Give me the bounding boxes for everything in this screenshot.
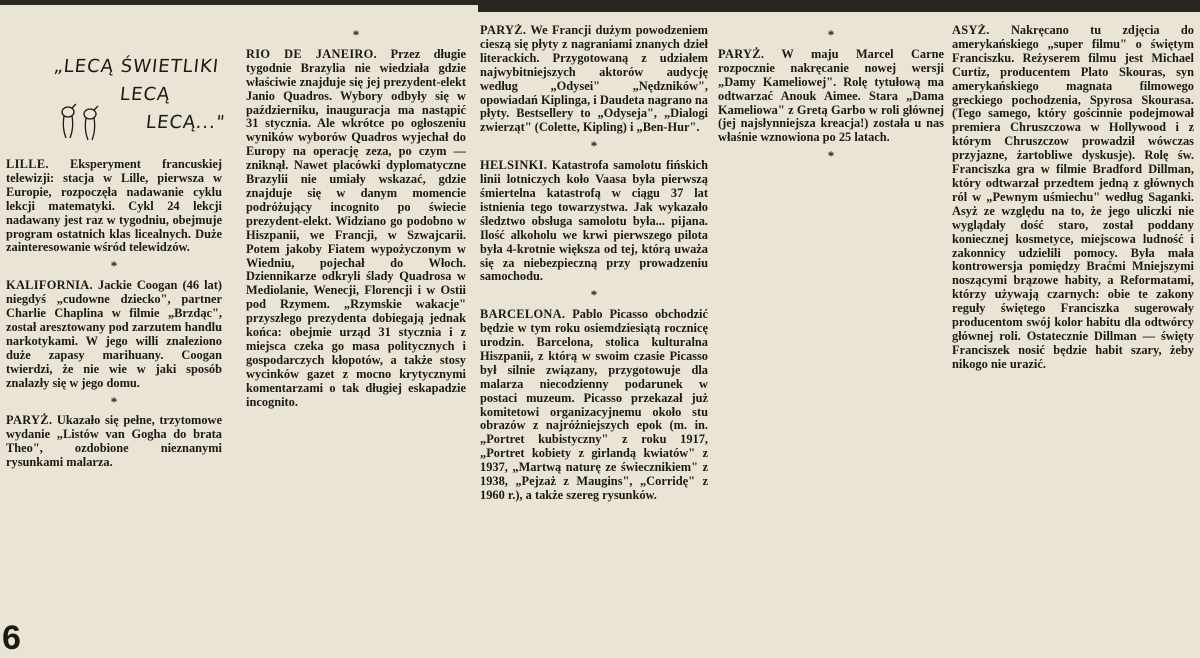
news-item-helsinki: [480, 159, 708, 284]
dateline: LILLE.: [6, 158, 49, 171]
column-1: [6, 158, 222, 626]
column-logo: [48, 38, 227, 148]
column-5: [952, 24, 1194, 628]
separator-star: *: [110, 393, 118, 409]
news-item-paryz-gogh: [6, 414, 222, 470]
item-text: Katastrofa samolotu fińskich linii lotniczych koło Vaasa była pierwszą śmiertelna katastrofą w ciągu 37 lat istnienia tego towarzystwa. Jak wykazało śledztwo obsługa samolotu była... pijana. Ilość alkoholu we krwi pierwszego pilota była 4-krotnie większa od tej, którą uważa się za niebezpieczną przy prowadzeniu samochodu.: [480, 158, 708, 284]
separator-star: *: [827, 27, 835, 42]
separator-star: *: [590, 287, 598, 303]
dateline: PARYŻ.: [6, 413, 53, 428]
column-2: [246, 24, 466, 628]
news-item-paryz-carne: [718, 48, 944, 145]
header-band: [478, 0, 1200, 12]
item-text: Jackie Coogan (46 lat) niegdyś „cudowne dziecko", partner Charlie Chaplina w filmie „Brzdąc", został aresztowany pod zarzutem handlu narkotykami. W jego willi znaleziono duże zapasy marihuany. Coogan twierdzi, że nie wie w jaki sposób znalazły się w jego domu.: [6, 278, 222, 390]
item-text: Przez długie tygodnie Brazylia nie wiedziała gdzie właściwie znajduje się jej prezydent-elekt Janio Quadros. Wybory odbyły się w październiku, inauguracja ma nastąpić 31 stycznia. Ale wkrótce po ogłoszeniu wyników wyborów Quadros wyjechał do Europy na operację zeza, po czym — zniknął. Nawet placówki dyplomatyczne Brazylii nie umiały wskazać, gdzie znajduje się w danym momencie podróżujący incognito po świecie prezydent-elekt. Widziano go podobno w Hiszpanii, we Francji, w Szwajcarii. Potem jakoby Fiatem wypożyczonym w Wiedniu, pojechał do Włoch. Dziennikarze odkryli ślady Quadrosa w Mediolanie, Wenecji, Florencji i w Ostii pod Rzymem. „Rzymskie wakacje" przyszłego prezydenta dobiegają jednak końca: obejmie urząd 31 stycznia i z miejsca czeka go masa politycznych i gospodarczych kłopotów, a także stosy wycinków gazet z mocno krytycznymi komentarzami o tak długiej eskapadzie incognito.: [246, 46, 466, 409]
column-3: [480, 24, 708, 628]
news-item-asyz: [952, 24, 1194, 372]
dateline: HELSINKI.: [480, 158, 548, 173]
item-text: Ukazało się pełne, trzytomowe wydanie „Listów van Gogha do brata Theo", ozdobione nieznanymi rysunkami malarza.: [6, 413, 222, 470]
item-text: Nakręcano tu zdjęcia do amerykańskiego „super filmu" o świętym Franciszku. Reżyserem filmu jest Michael Curtiz, producentem Plato Skouras, syn amerykańskiego magnata filmowego greckiego pochodzenia, Spyrosa Skourasa. (Tego samego, który gościnnie podejmował premiera Chruszczowa w Hollywood i z którym Chruszczow prowadził wówczas przyjazne, żartobliwe dyskusje). Rolę św. Franciszka gra w filmie Bradford Dillman, który odtwarzał przedtem jedną z głównych ról w „Pewnym uśmiechu" według Saganki. Asyż ze względu na to, że jego uliczki nie wyglądały dość staro, został poddany koniecznej kosmetyce, miejscowa ludność i zakonnicy udzielili pomocy. Była mała kontrowersja pomiędzy Braćmi Mniejszymi noszącymi brązowe habity, a Reformatami, którzy używają czarnych: obie te zakony reguły świętego Franciszka sugerowały producentom swój kolor habitu dla odtwórcy głównej roli. Ostatecznie Dillman — święty Franciszek nosić będzie habit szary, żeby nikogo nie urazić.: [952, 24, 1194, 371]
fireflies-icon: [56, 98, 126, 144]
news-item-kalifornia: [6, 279, 222, 390]
column-4: [718, 24, 944, 628]
dateline: ASYŻ.: [952, 24, 990, 37]
page-number: 6: [2, 619, 21, 657]
separator-star: *: [590, 138, 598, 154]
news-item-lille: [6, 158, 222, 255]
separator-star: *: [827, 148, 835, 164]
dateline: PARYŻ.: [718, 46, 765, 61]
dateline: BARCELONA.: [480, 307, 566, 322]
item-text: We Francji dużym powodzeniem cieszą się płyty z nagraniami znanych dzieł literackich. Przygotowaną z udziałem najwybitniejszych aktorów audycję według „Odysei" „Nędzników", opowiadań Kiplinga, i Daudeta nagrano na płyty. Bestsellery to „Odyseja", „Dialogi zwierząt" (Colette, Kipling) i „Ben-Hur".: [480, 24, 708, 135]
logo-line-2: LECĄ: [118, 84, 172, 105]
dateline: PARYŻ.: [480, 24, 527, 37]
logo-line-3: LECĄ...": [144, 112, 227, 133]
news-item-barcelona: [480, 308, 708, 503]
item-text: Pablo Picasso obchodzić będzie w tym roku osiemdziesiątą rocznicę urodzin. Barcelona, stolica kulturalna Hiszpanii, z którą w swoim czasie Picasso był silnie związany, przygotowuje dla malarza niecodzienny podarunek w postaci muzeum. Picasso przekazał już komitetowi organizacyjnemu około stu obrazów z najróżniejszych epok (m. in. „Portret kubistyczny" z roku 1917, „Portret kobiety z girlandą kwiatów" z 1937, „Martwą naturę ze świecznikiem" z 1938, „Pejzaż z Maugins", „Corridę" z 1960 r.), a także szereg rysunków.: [480, 307, 708, 502]
news-item-rio: [246, 48, 466, 410]
separator-star: *: [110, 258, 118, 274]
logo-line-1: „LECĄ ŚWIETLIKI: [52, 56, 221, 77]
news-item-paryz-plyty: [480, 24, 708, 135]
dateline: RIO DE JANEIRO.: [246, 46, 378, 61]
separator-star: *: [352, 27, 360, 42]
item-text: Eksperyment francuskiej telewizji: stacja w Lille, pierwsza w Europie, rozpoczęła nadawanie cyklu lekcji matematyki. Cykl 24 lekcji nadawany jest raz w tygodniu, obejmuje program ostatnich klas licealnych. Duże zainteresowanie wśród telewidzów.: [6, 158, 222, 255]
item-text: W maju Marcel Carne rozpocznie nakręcanie nowej wersji „Damy Kameliowej". Rolę tytułową ma odtwarzać Anouk Aimee. Stara „Dama Kameliowa" z Gretą Garbo w roli głównej (jej najsłynniejsza kreacja!) została u nas właśnie wznowiona po 25 latach.: [718, 46, 944, 145]
dateline: KALIFORNIA.: [6, 278, 93, 293]
